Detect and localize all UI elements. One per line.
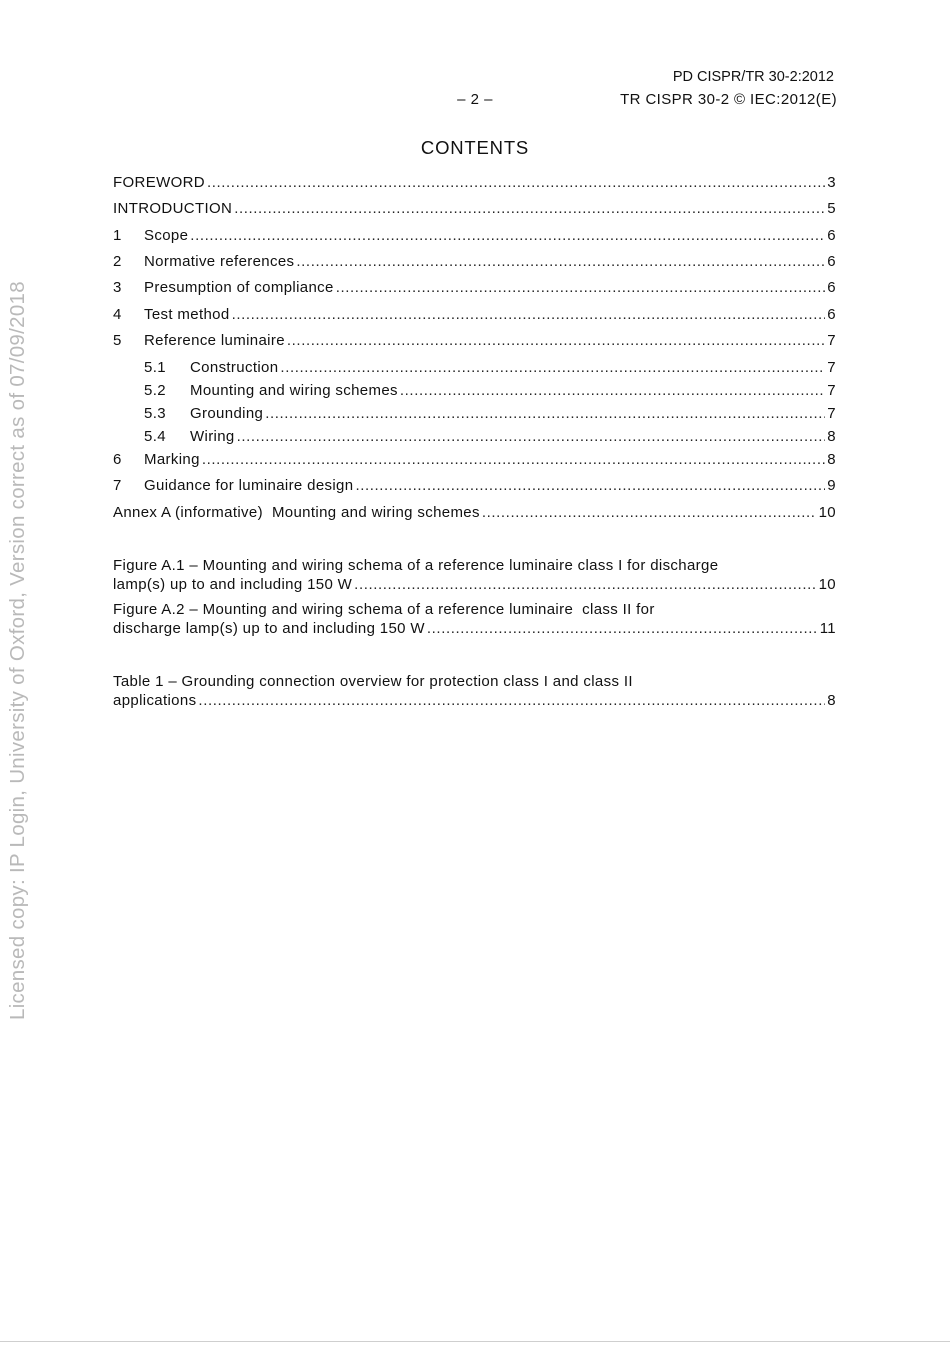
list-of-figures-entry-a1[interactable]: [113, 557, 836, 596]
contents-title: CONTENTS: [420, 137, 530, 158]
toc-label: Scope: [144, 227, 189, 244]
leader-dots: [207, 174, 825, 191]
toc-page: 7: [827, 359, 836, 376]
table-caption: Table 1 – Grounding connection overview for protection class I and class II: [113, 673, 633, 690]
toc-entry-scope[interactable]: [113, 227, 836, 247]
leader-dots: [287, 332, 825, 349]
toc-label: Grounding: [190, 405, 264, 422]
toc-label: Presumption of compliance: [144, 279, 334, 296]
leader-dots: [354, 576, 816, 593]
list-of-figures-entry-a2[interactable]: [113, 601, 836, 640]
toc-label: FOREWORD: [113, 174, 205, 191]
table-caption-continued: applications: [113, 692, 197, 709]
leader-dots: [237, 428, 826, 445]
figure-caption: Figure A.2 – Mounting and wiring schema of a reference luminaire class II for: [113, 601, 655, 618]
toc-page: 5: [827, 200, 836, 217]
list-of-tables-entry-1[interactable]: [113, 673, 836, 712]
toc-page: 6: [827, 279, 836, 296]
toc-page: 7: [827, 405, 836, 422]
figure-caption-line2: [113, 576, 836, 596]
leader-dots: [482, 504, 817, 521]
table-page: 8: [827, 692, 836, 709]
toc-entry-reference-luminaire[interactable]: [113, 332, 836, 352]
section-number: 7: [113, 477, 122, 494]
toc-page: 3: [827, 174, 836, 191]
toc-page: 8: [827, 428, 836, 445]
toc-page: 6: [827, 227, 836, 244]
toc-page: 10: [818, 504, 836, 521]
toc-entry-test-method[interactable]: [113, 306, 836, 326]
section-number: 2: [113, 253, 122, 270]
leader-dots: [280, 359, 825, 376]
leader-dots: [427, 620, 818, 637]
leader-dots: [400, 382, 825, 399]
toc-entry-introduction[interactable]: [113, 200, 836, 220]
toc-label: Reference luminaire: [144, 332, 285, 349]
toc-page: 6: [827, 253, 836, 270]
toc-label: INTRODUCTION: [113, 200, 233, 217]
toc-label: Annex A (informative) Mounting and wiring schemes: [113, 504, 480, 521]
figure-caption-continued: discharge lamp(s) up to and including 150 W: [113, 620, 425, 637]
toc-page: 8: [827, 451, 836, 468]
toc-label: Marking: [144, 451, 200, 468]
figure-caption-line2: [113, 620, 836, 640]
toc-entry-guidance-for-luminaire-design[interactable]: [113, 477, 836, 497]
toc-entry-foreword[interactable]: [113, 174, 836, 194]
toc-page: 7: [827, 332, 836, 349]
section-number: 6: [113, 451, 122, 468]
toc-entry-grounding[interactable]: [144, 405, 836, 425]
page-bottom-divider: [0, 1341, 950, 1342]
toc-entry-construction[interactable]: [144, 359, 836, 379]
leader-dots: [355, 477, 825, 494]
toc-label: Construction: [190, 359, 279, 376]
toc-entry-normative-references[interactable]: [113, 253, 836, 273]
toc-label: Normative references: [144, 253, 295, 270]
section-number: 5: [113, 332, 122, 349]
leader-dots: [265, 405, 825, 422]
toc-page: 7: [827, 382, 836, 399]
section-number: 5.3: [144, 405, 166, 422]
leader-dots: [190, 227, 825, 244]
table-caption-line2: [113, 692, 836, 712]
leader-dots: [336, 279, 826, 296]
figure-page: 11: [819, 620, 836, 637]
leader-dots: [202, 451, 825, 468]
toc-entry-marking[interactable]: [113, 451, 836, 471]
toc-label: Test method: [144, 306, 230, 323]
figure-caption: Figure A.1 – Mounting and wiring schema of a reference luminaire class I for discharge: [113, 557, 719, 574]
figure-page: 10: [818, 576, 836, 593]
section-number: 4: [113, 306, 122, 323]
toc-label: Guidance for luminaire design: [144, 477, 354, 494]
section-number: 5.2: [144, 382, 166, 399]
license-watermark: Licensed copy: IP Login, University of Oxford, Version correct as of 07/09/2018: [6, 281, 29, 1020]
section-number: 5.4: [144, 428, 166, 445]
toc-entry-annex-a[interactable]: [113, 504, 836, 524]
figure-caption-continued: lamp(s) up to and including 150 W: [113, 576, 353, 593]
toc-page: 6: [827, 306, 836, 323]
leader-dots: [198, 692, 825, 709]
section-number: 3: [113, 279, 122, 296]
page-number: – 2 –: [457, 91, 493, 108]
toc-entry-wiring[interactable]: [144, 428, 836, 448]
section-number: 5.1: [144, 359, 166, 376]
section-number: 1: [113, 227, 122, 244]
toc-entry-mounting-and-wiring-schemes[interactable]: [144, 382, 836, 402]
toc-label: Wiring: [190, 428, 235, 445]
toc-label: Mounting and wiring schemes: [190, 382, 398, 399]
toc-page: 9: [827, 477, 836, 494]
document-code: PD CISPR/TR 30-2:2012: [672, 69, 834, 85]
leader-dots: [296, 253, 825, 270]
document-reference: TR CISPR 30-2 © IEC:2012(E): [620, 91, 837, 108]
leader-dots: [234, 200, 825, 217]
leader-dots: [232, 306, 826, 323]
toc-entry-presumption-of-compliance[interactable]: [113, 279, 836, 299]
